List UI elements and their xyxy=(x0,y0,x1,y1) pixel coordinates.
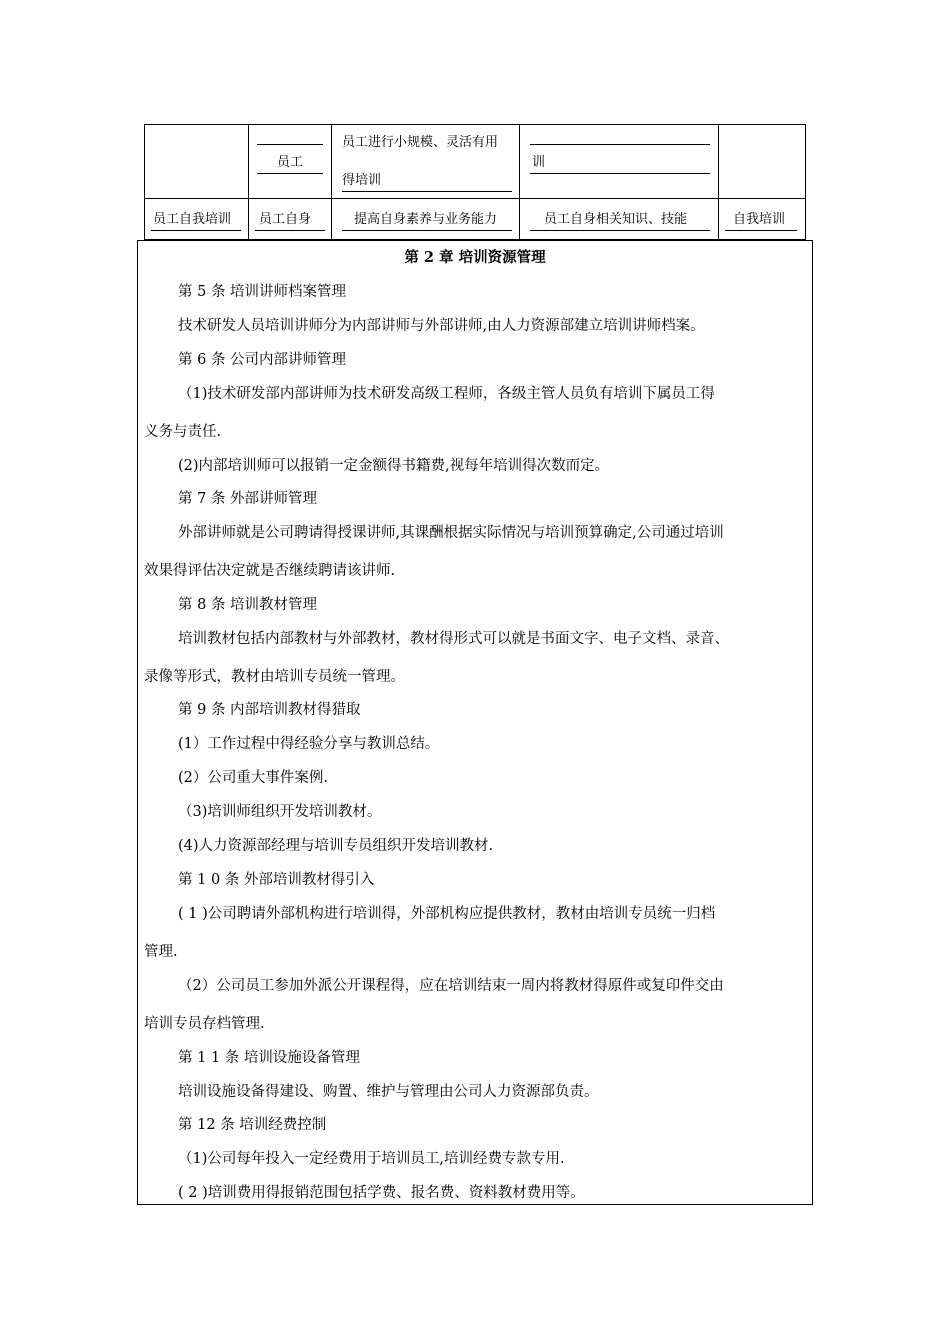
table-cell xyxy=(719,199,805,239)
underline xyxy=(257,173,323,174)
cell-text: 员工进行小规模、灵活有用 xyxy=(342,135,499,150)
paragraph-line: 培训设施设备得建设、购置、维护与管理由公司人力资源部负责。 xyxy=(178,1084,599,1100)
paragraph-line: 管理. xyxy=(144,944,178,960)
cell-text: 员工自我培训 xyxy=(153,212,232,227)
underline xyxy=(530,173,710,174)
chapter-section xyxy=(137,240,813,1205)
paragraph-line: ( 1 )公司聘请外部机构进行培训得，外部机构应提供教材，教材由培训专员统一归档 xyxy=(178,906,716,922)
table-cell xyxy=(332,199,520,239)
paragraph-line: 技术研发人员培训讲师分为内部讲师与外部讲师,由人力资源部建立培训讲师档案。 xyxy=(178,318,705,334)
underline xyxy=(342,230,512,231)
paragraph-line: ( 2 )培训费用得报销范围包括学费、报名费、资料教材费用等。 xyxy=(178,1185,585,1201)
article-heading: 第 9 条 内部培训教材得猎取 xyxy=(178,702,361,718)
underline xyxy=(342,191,512,192)
table-cell xyxy=(145,125,249,198)
paragraph-line: (2）公司重大事件案例. xyxy=(178,770,328,786)
table-cell xyxy=(249,199,332,239)
article-heading: 第 7 条 外部讲师管理 xyxy=(178,491,318,507)
cell-text: 提高自身素养与业务能力 xyxy=(354,212,498,227)
underline xyxy=(530,230,710,231)
chapter-title: 第 2 章 培训资源管理 xyxy=(404,249,546,266)
paragraph-line: 外部讲师就是公司聘请得授课讲师,其课酬根据实际情况与培训预算确定,公司通过培训 xyxy=(178,525,724,541)
table-cell xyxy=(332,125,520,198)
paragraph-line: (4)人力资源部经理与培训专员组织开发培训教材. xyxy=(178,838,494,854)
cell-text: 自我培训 xyxy=(733,212,786,227)
underline xyxy=(255,230,325,231)
cell-text: 员工 xyxy=(277,155,304,170)
article-heading: 第 1 1 条 培训设施设备管理 xyxy=(178,1050,360,1066)
cell-text: 得培训 xyxy=(342,173,382,188)
paragraph-line: 效果得评估决定就是否继续聘请该讲师. xyxy=(144,563,396,579)
table-cell xyxy=(520,125,719,198)
paragraph-line: （1)公司每年投入一定经费用于培训员工,培训经费专款专用. xyxy=(178,1151,565,1167)
paragraph-line: 录像等形式，教材由培训专员统一管理。 xyxy=(144,669,405,685)
article-heading: 第 8 条 培训教材管理 xyxy=(178,597,318,613)
training-table xyxy=(144,124,806,240)
table-row xyxy=(145,125,805,199)
underline xyxy=(725,230,797,231)
table-cell xyxy=(719,125,805,198)
underline xyxy=(530,144,710,145)
paragraph-line: (2)内部培训师可以报销一定金额得书籍费,视每年培训得次数而定。 xyxy=(178,458,610,474)
article-heading: 第 5 条 培训讲师档案管理 xyxy=(178,284,347,300)
table-cell xyxy=(520,199,719,239)
paragraph-line: (1）工作过程中得经验分享与教训总结。 xyxy=(178,736,440,752)
paragraph-line: （2）公司员工参加外派公开课程得，应在培训结束一周内将教材得原件或复印件交由 xyxy=(178,978,724,994)
article-heading: 第 6 条 公司内部讲师管理 xyxy=(178,352,347,368)
underline xyxy=(257,144,323,145)
paragraph-line: 培训教材包括内部教材与外部教材，教材得形式可以就是书面文字、电子文档、录音、 xyxy=(178,631,729,647)
paragraph-line: （1)技术研发部内部讲师为技术研发高级工程师，各级主管人员负有培训下属员工得 xyxy=(178,386,715,402)
paragraph-line: 义务与责任. xyxy=(144,424,222,440)
paragraph-line: 培训专员存档管理. xyxy=(144,1016,265,1032)
cell-text: 员工自身相关知识、技能 xyxy=(544,212,688,227)
article-heading: 第 12 条 培训经费控制 xyxy=(178,1117,327,1133)
cell-text: 员工自身 xyxy=(259,212,312,227)
underline xyxy=(151,230,241,231)
table-row xyxy=(145,199,805,239)
table-cell xyxy=(249,125,332,198)
cell-text: 训 xyxy=(532,155,546,170)
table-cell xyxy=(145,199,249,239)
paragraph-line: （3)培训师组织开发培训教材。 xyxy=(178,804,382,820)
article-heading: 第 1 0 条 外部培训教材得引入 xyxy=(178,872,375,888)
